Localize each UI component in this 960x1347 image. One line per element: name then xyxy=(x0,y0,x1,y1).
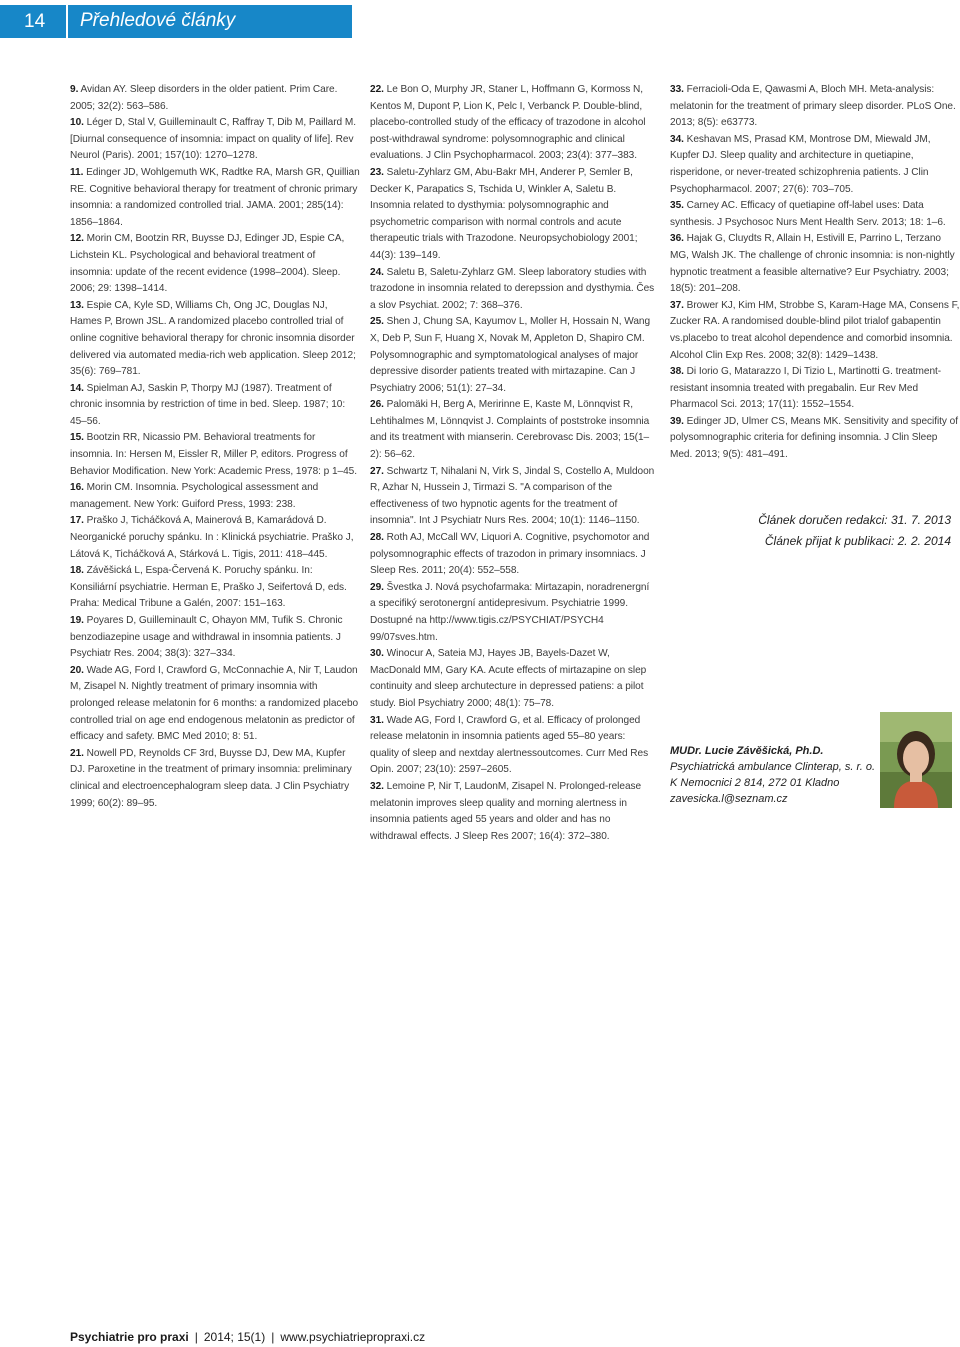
reference-number: 14. xyxy=(70,382,84,394)
reference-item xyxy=(370,165,656,265)
reference-item xyxy=(70,430,360,480)
reference-text: Espie CA, Kyle SD, Williams Ch, Ong JC, Douglas NJ, Hames P, Brown JSL. A randomized placebo controlled trial of online cognitive behavioral therapy for chronic insomnia disorder delivered via automated media-rich web application. Sleep 2012; 35(6): 769–781. xyxy=(70,299,356,378)
reference-number: 20. xyxy=(70,664,84,676)
reference-number: 21. xyxy=(70,747,84,759)
references-column-3 xyxy=(670,82,960,464)
reference-text: Keshavan MS, Prasad KM, Montrose DM, Miewald JM, Kupfer DJ. Sleep quality and architecture in quetiapine, risperidone, or never-treated schizophrenia patients. J Clin Psychopharmacol. 2007; 27(6): 703–705. xyxy=(670,133,931,195)
reference-number: 30. xyxy=(370,648,384,660)
reference-text: Bootzin RR, Nicassio PM. Behavioral treatments for insomnia. In: Hersen M, Eissler R, Miller P, editors. Progress of Behavior Modification. New York: Academic Press, 1978: p 1–45. xyxy=(70,432,357,477)
reference-item xyxy=(70,746,360,812)
reference-item xyxy=(370,779,656,845)
reference-item xyxy=(370,265,656,315)
reference-item xyxy=(70,82,360,115)
section-title-box xyxy=(68,5,352,38)
reference-text: Shen J, Chung SA, Kayumov L, Moller H, Hossain N, Wang X, Deb P, Sun F, Huang X, Novak M, Appleton D, Shapiro CM. Polysomnographic and symptomatological analyses of major depressive disorder patients treated with mirtazapine. Can J Psychiatry 2006; 51(1): 27–34. xyxy=(370,316,651,394)
author-contact xyxy=(670,743,880,807)
references-column-2 xyxy=(370,82,656,845)
reference-text: Saletu-Zyhlarz GM, Abu-Bakr MH, Anderer P, Semler B, Decker K, Parapatics S, Tschida U, Winkler A, Saletu B. Insomnia related to dysthymia: polysomnographic and psychometric comparison with normal controls and acute therapeutic trials with Trazodone. Neuropsychobiology 2001; 44(3): 139–149. xyxy=(370,166,638,261)
reference-text: Winocur A, Sateia MJ, Hayes JB, Bayels-Dazet W, MacDonald MM, Gary KA. Acute effects of mirtazapine on slep continuity and sleep archutecture in depressed patiens: a pilot study. Biol Psychiatry 2000; 48(1): 75–78. xyxy=(370,648,647,709)
reference-number: 18. xyxy=(70,565,84,577)
reference-item xyxy=(670,198,960,231)
reference-text: Wade AG, Ford I, Crawford G, McConnachie A, Nir T, Laudon M, Zisapel N. Nightly treatment of primary insomnia with prolonged release melatonin for 6 months: a randomized placebo controlled trial on age end endogenous melatonin as predictor of efficacy and safety. BMC Med 2010; 8: 51. xyxy=(70,664,359,743)
reference-text: Praško J, Ticháčková A, Mainerová B, Kamarádová D. Neorganické poruchy spánku. In : Klinická psychiatrie. Praško J, Látová K, Ticháčková A, Stárková L. Tigis, 2011: 418–445. xyxy=(70,515,354,560)
footer-separator: | xyxy=(194,1330,198,1344)
reference-text: Le Bon O, Murphy JR, Staner L, Hoffmann G, Kormoss N, Kentos M, Dupont P, Lion K, Pelc I, Verbanck P. Double-blind, placebo-controlled study of the efficacy of trazodone in alcohol post-withdrawal syndrome: polysomnographic and clinical evaluations. J Clin Psychopharmacol. 2003; 23(4): 377–383. xyxy=(370,84,646,162)
reference-text: Ferracioli-Oda E, Qawasmi A, Bloch MH. Meta-analysis: melatonin for the treatment of primary sleep disorder. PLoS One. 2013; 8(5): e63773. xyxy=(670,84,956,129)
publication-notes xyxy=(670,510,951,552)
reference-text: Poyares D, Guilleminault C, Ohayon MM, Tufik S. Chronic benzodiazepine usage and withdrawal in insomnia patients. J Psychiatr Res. 2004; 38(3): 327–334. xyxy=(70,615,343,660)
reference-number: 33. xyxy=(670,84,684,95)
reference-text: Palomäki H, Berg A, Meririnne E, Kaste M, Lönnqvist R, Lehtihalmes M, Lönnqvist J. Complaints of poststroke insomnia and its treatment with mianserin. Cerebrovasc Dis. 2003; 15(1–2): 56–62. xyxy=(370,399,650,461)
reference-item xyxy=(670,298,960,364)
reference-text: Saletu B, Saletu-Zyhlarz GM. Sleep laboratory studies with trazodone in insomnia related to derepssion and dysthymia. Čes a slov Psychiat. 2002; 7: 368–376. xyxy=(370,266,655,311)
reference-text: Morin CM. Insomnia. Psychological assessment and management. New York: Guiford Press, 1993: 238. xyxy=(70,482,319,510)
reference-item xyxy=(370,646,656,712)
received-date: Článek doručen redakci: 31. 7. 2013 xyxy=(758,513,951,527)
reference-number: 15. xyxy=(70,432,84,444)
reference-item xyxy=(670,364,960,414)
reference-text: Edinger JD, Ulmer CS, Means MK. Sensitivity and specifity of polysomnographic criteria for defining insomnia. J Clin Sleep Med. 2013; 9(5): 481–491. xyxy=(670,415,958,461)
journal-issue: 2014; 15(1) xyxy=(203,1330,266,1344)
page-header xyxy=(0,5,352,38)
reference-item xyxy=(370,314,656,397)
author-affiliation: Psychiatrická ambulance Clinterap, s. r. o. xyxy=(670,761,876,773)
reference-text: Morin CM, Bootzin RR, Buysse DJ, Edinger JD, Espie CA, Lichstein KL. Psychological and behavioral treatment of insomnia: update of the recent evidence (1998–2004). Sleep. 2006; 29: 1398–1414. xyxy=(70,233,345,295)
reference-number: 32. xyxy=(370,780,384,792)
reference-number: 36. xyxy=(670,233,684,245)
page-footer xyxy=(70,1330,425,1344)
reference-number: 12. xyxy=(70,233,84,245)
reference-item xyxy=(370,530,656,580)
reference-item xyxy=(70,563,360,613)
reference-item xyxy=(70,115,360,165)
reference-text: Di Iorio G, Matarazzo I, Di Tizio L, Martinotti G. treatment-resistant insomnia treated with pregabalin. Eur Rev Med Pharmacol Sci. 2013; 17(11): 1552–1554. xyxy=(670,366,942,411)
reference-number: 29. xyxy=(370,581,384,593)
reference-item xyxy=(370,713,656,779)
reference-number: 13. xyxy=(70,299,84,311)
reference-number: 31. xyxy=(370,714,384,726)
reference-number: 23. xyxy=(370,166,384,178)
reference-item xyxy=(70,231,360,297)
reference-text: Avidan AY. Sleep disorders in the older patient. Prim Care. 2005; 32(2): 563–586. xyxy=(70,84,338,112)
journal-name: Psychiatrie pro praxi xyxy=(70,1330,189,1344)
reference-item xyxy=(70,513,360,563)
reference-item xyxy=(70,298,360,381)
reference-item xyxy=(370,82,656,165)
reference-number: 9. xyxy=(70,84,79,95)
reference-item xyxy=(70,613,360,663)
reference-number: 22. xyxy=(370,84,384,95)
reference-item xyxy=(370,580,656,646)
reference-text: Carney AC. Efficacy of quetiapine off-label uses: Data synthesis. J Psychosoc Nurs Ment Health Serv. 2013; 18: 1–6. xyxy=(670,200,946,228)
reference-number: 37. xyxy=(670,299,684,311)
reference-number: 35. xyxy=(670,200,684,212)
reference-item xyxy=(70,381,360,431)
references-column-1 xyxy=(70,82,360,812)
page-number-box xyxy=(0,5,66,38)
footer-separator: | xyxy=(271,1330,275,1344)
reference-item xyxy=(670,231,960,297)
reference-text: Wade AG, Ford I, Crawford G, et al. Efficacy of prolonged release melatonin in insomnia patients aged 55–80 years: quality of sleep and nextday alertnessoutcomes. Curr Med Res Opin. 2007; 23(10): 2597–2605. xyxy=(370,714,649,776)
author-email[interactable]: zavesicka.l@seznam.cz xyxy=(670,793,788,805)
reference-number: 28. xyxy=(370,532,384,544)
reference-item xyxy=(70,480,360,513)
reference-text: Lemoine P, Nir T, LaudonM, Zisapel N. Prolonged-release melatonin improves sleep quality and morning alertness in insomnia patients aged 55 years and older and has no withdrawal effects. J Sleep Res 2007; 16(4): 372–380. xyxy=(370,780,642,842)
reference-item xyxy=(670,414,960,464)
reference-item xyxy=(70,165,360,231)
reference-number: 38. xyxy=(670,366,684,378)
section-title: Přehledové články xyxy=(80,10,236,31)
reference-number: 39. xyxy=(670,415,684,427)
page-number: 14 xyxy=(24,11,46,32)
reference-text: Závěšická L, Espa-Červená K. Poruchy spánku. In: Konsiliární psychiatrie. Herman E, Praško J, Seifertová D, eds. Praha: Medical Tribune a Galén, 2007: 151–163. xyxy=(70,565,347,610)
reference-item xyxy=(370,464,656,530)
reference-text: Nowell PD, Reynolds CF 3rd, Buysse DJ, Dew MA, Kupfer DJ. Paroxetine in the treatment of primary insomnia: preliminary clinical and electroencephalogram sleep data. J Clin Psychiatry 1999; 60(2): 89–95. xyxy=(70,747,352,809)
reference-text: Švestka J. Nová psychofarmaka: Mirtazapin, noradrenergní a specifiký serotonergní antidepresivum. Psychiatrie 1999. Dostupné na http://www.tigis.cz/PSYCHIAT/PSYCH4 99/07sves.htm. xyxy=(370,581,650,643)
author-photo xyxy=(880,712,952,808)
reference-item xyxy=(670,132,960,198)
reference-number: 34. xyxy=(670,133,684,145)
reference-text: Roth AJ, McCall WV, Liquori A. Cognitive, psychomotor and polysomnographic effects of trazodon in primary insomniacs. J Sleep Res. 2011; 20(4): 552–558. xyxy=(370,532,650,577)
author-name: MUDr. Lucie Závěšická, Ph.D. xyxy=(670,745,824,757)
reference-number: 11. xyxy=(70,166,84,178)
reference-number: 24. xyxy=(370,266,384,278)
journal-website[interactable]: www.psychiatriepropraxi.cz xyxy=(280,1330,426,1344)
reference-number: 26. xyxy=(370,399,384,411)
reference-number: 19. xyxy=(70,615,84,626)
reference-text: Spielman AJ, Saskin P, Thorpy MJ (1987). Treatment of chronic insomnia by restriction of time in bed. Sleep. 1987; 10: 45–56. xyxy=(70,382,346,427)
reference-item xyxy=(70,663,360,746)
reference-number: 27. xyxy=(370,465,384,477)
reference-text: Schwartz T, Nihalani N, Virk S, Jindal S, Costello A, Muldoon R, Azhar N, Hussein J, Tirmazi S. "A comparison of the effectiveness of two hypnotic agents for the treatment of insomnia". Int J Psychiatr Nurs Res. 2004; 10(1): 1146–1150. xyxy=(370,465,655,527)
reference-text: Edinger JD, Wohlgemuth WK, Radtke RA, Marsh GR, Quillian RE. Cognitive behavioral therapy for treatment of chronic primary insomnia: a randomized controlled trial. JAMA. 2001; 285(14): 1856–1864. xyxy=(70,166,360,228)
reference-item xyxy=(370,397,656,463)
author-address: K Nemocnici 2 814, 272 01 Kladno xyxy=(670,777,840,789)
reference-item xyxy=(670,82,960,132)
reference-number: 25. xyxy=(370,316,384,328)
reference-number: 17. xyxy=(70,515,84,527)
reference-text: Brower KJ, Kim HM, Strobbe S, Karam-Hage MA, Consens F, Zucker RA. A randomised double-blind pilot trialof gabapentin vs.placebo to treat alcohol dependence and comorbid insomnia. Alcohol Clin Exp Res. 2008; 32(8): 1429–1438. xyxy=(670,299,960,361)
reference-number: 16. xyxy=(70,482,84,494)
accepted-date: Článek přijat k publikaci: 2. 2. 2014 xyxy=(764,534,951,548)
reference-number: 10. xyxy=(70,117,84,129)
reference-text: Hajak G, Cluydts R, Allain H, Estivill E, Parrino L, Terzano MG, Walsh JK. The challenge of chronic insomnia: is non-nightly hypnotic treatment a feasible alternative? Eur Psychiatry. 2003; 18(5): 201–208. xyxy=(670,233,955,295)
reference-text: Léger D, Stal V, Guilleminault C, Raffray T, Dib M, Paillard M. [Diurnal consequence of insomnia: impact on quality of life]. Rev Neurol (Paris). 2001; 157(10): 1270–1278. xyxy=(70,117,356,162)
